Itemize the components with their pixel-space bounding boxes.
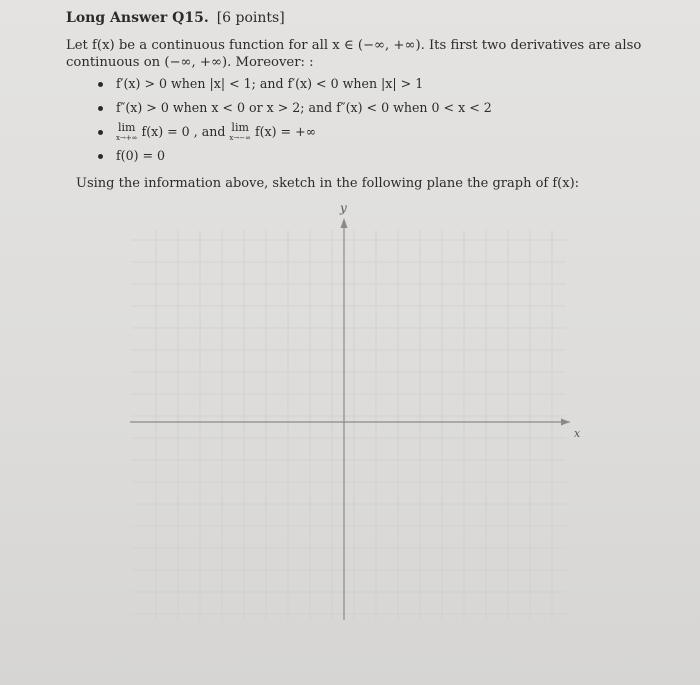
question-points: [6 points]	[216, 10, 285, 26]
limit-minus-infinity: lim x→−∞	[229, 120, 251, 142]
condition-second-derivative: f″(x) > 0 when x < 0 or x > 2; and f″(x) < 0 when 0 < x < 2	[90, 98, 492, 122]
intro-line-1: Let f(x) be a continuous function for all x ∈ (−∞, +∞). Its first two derivatives are also	[66, 38, 642, 53]
x-axis-arrow	[561, 419, 570, 426]
sketch-instruction: Using the information above, sketch in the following plane the graph of f(x):	[76, 176, 580, 191]
condition-first-derivative: f′(x) > 0 when |x| < 1; and f′(x) < 0 when |x| > 1	[90, 74, 492, 98]
condition-value-at-zero: f(0) = 0	[90, 146, 492, 170]
question-title: Long Answer Q15.	[66, 10, 209, 26]
limit-plus-infinity-expr: f(x) = 0 , and	[141, 124, 226, 139]
x-axis-label: x	[574, 427, 581, 440]
limit-plus-infinity: lim x→+∞	[116, 120, 138, 142]
y-axis-arrow	[341, 218, 348, 228]
y-axis-label: y	[340, 201, 347, 215]
limit-minus-infinity-expr: f(x) = +∞	[254, 124, 317, 139]
intro-line-2: continuous on (−∞, +∞). Moreover: :	[66, 55, 314, 70]
grid-lines	[132, 230, 566, 620]
